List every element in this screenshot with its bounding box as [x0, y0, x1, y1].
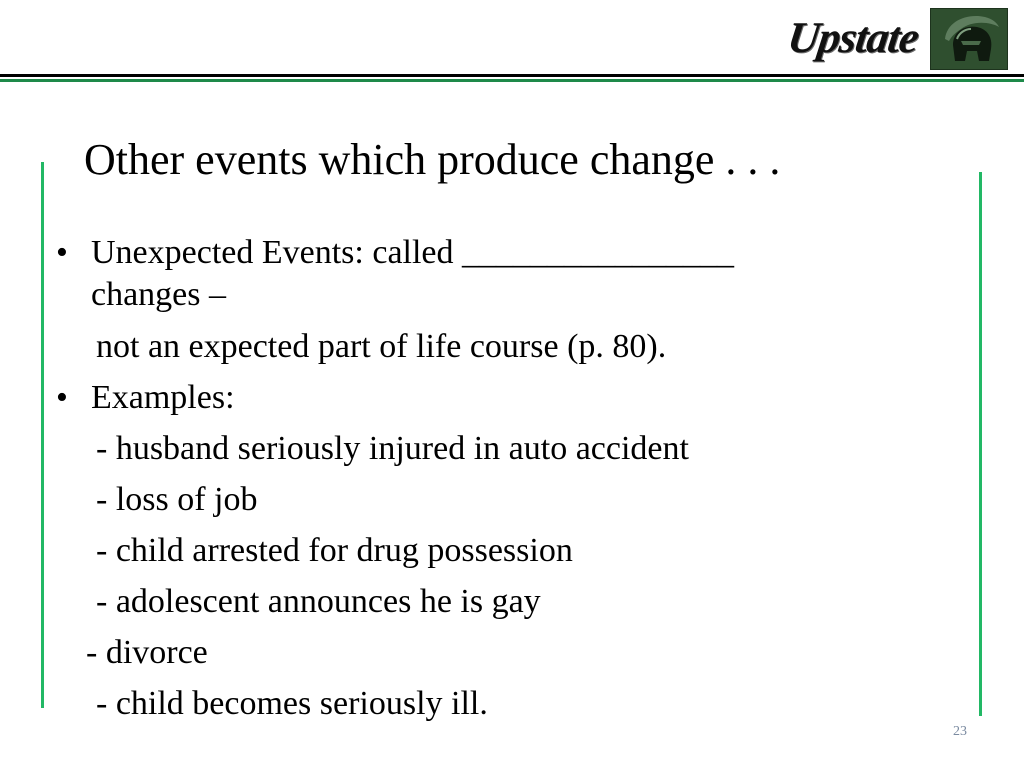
example-item: - adolescent announces he is gay — [96, 583, 541, 620]
header-rule-green — [0, 79, 1024, 82]
bullet-examples: Examples: — [91, 379, 235, 416]
bullet-marker: • — [56, 234, 68, 271]
example-item: - loss of job — [96, 481, 258, 518]
slide-page-number: 23 — [953, 724, 967, 739]
upstate-logo-text: Upstate — [784, 13, 922, 62]
example-item: - child becomes seriously ill. — [96, 685, 488, 722]
bullet-marker: • — [56, 379, 68, 416]
example-item: - child arrested for drug possession — [96, 532, 573, 569]
bullet-unexpected-events-note: not an expected part of life course (p. 80). — [96, 328, 667, 365]
slide-title: Other events which produce change . . . — [84, 135, 781, 184]
header-rule-black — [0, 74, 1024, 77]
spartan-helmet-graphic — [931, 9, 1008, 70]
bullet-unexpected-events-cont: changes – — [91, 276, 227, 313]
right-accent-line — [979, 172, 982, 716]
spartan-helmet-icon — [930, 8, 1008, 70]
example-item: - husband seriously injured in auto accident — [96, 430, 689, 467]
example-item: - divorce — [86, 634, 208, 671]
left-accent-line — [41, 162, 44, 708]
bullet-unexpected-events: Unexpected Events: called ________________ — [91, 234, 735, 271]
